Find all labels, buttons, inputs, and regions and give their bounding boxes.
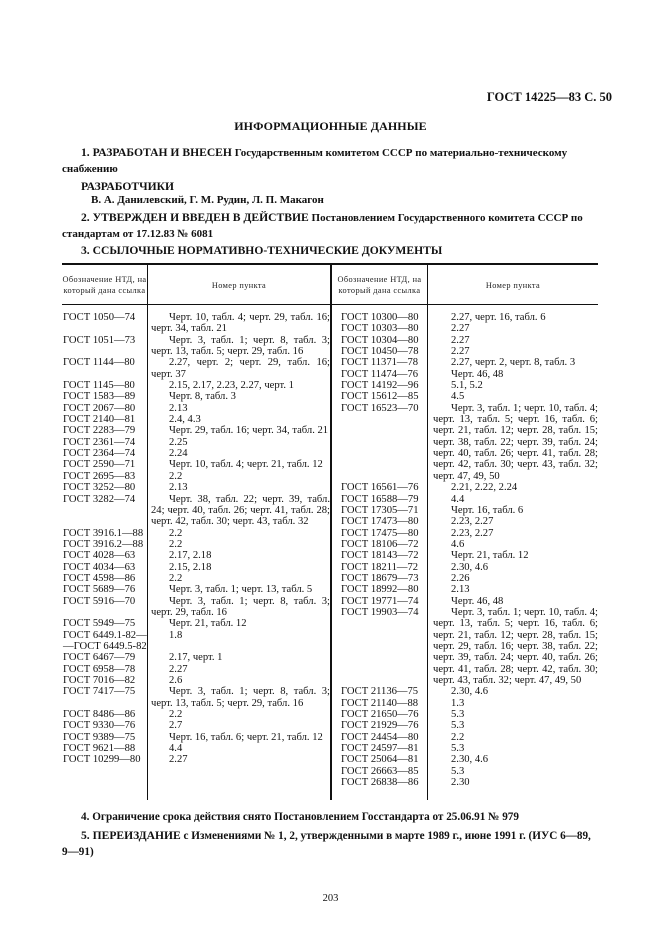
section-5-lead: 5. ПЕРЕИЗДАНИЕ bbox=[81, 829, 181, 842]
clause-cell: 4.4 bbox=[451, 493, 465, 505]
table-row bbox=[332, 346, 598, 357]
designation-cell: ГОСТ 2283—79 bbox=[63, 425, 136, 437]
table-row bbox=[332, 573, 598, 584]
table-row bbox=[332, 754, 598, 765]
designation-cell: ГОСТ 16523—70 bbox=[341, 402, 419, 414]
designation-cell: ГОСТ 6958—78 bbox=[63, 663, 136, 675]
table-row bbox=[62, 584, 330, 595]
clause-cell: Черт. 3, табл. 1; черт. 10, табл. 4; черт. 13, табл. 5; черт. 16, табл. 6; черт. 21, табл. 12; черт. 28, табл. 15; черт. 38, табл. 22; черт. 39, табл. 24; черт. 40, табл. 26; черт. 41, табл. 28; черт. 42, табл. 30; черт. 43, табл. 32; черт. 47, 49, 50 bbox=[433, 402, 598, 482]
designation-cell: ГОСТ 4598—86 bbox=[63, 572, 136, 584]
designation-cell: ГОСТ 1583—89 bbox=[63, 391, 136, 403]
designation-cell: ГОСТ 17305—71 bbox=[341, 504, 419, 516]
table-row bbox=[62, 652, 330, 663]
page-number: 203 bbox=[322, 893, 339, 904]
table-row bbox=[332, 732, 598, 743]
designation-cell: ГОСТ 11371—78 bbox=[341, 357, 419, 369]
clause-cell: 5.3 bbox=[451, 720, 465, 732]
table-row bbox=[332, 403, 598, 482]
clause-cell: 2.23, 2.27 bbox=[451, 527, 494, 539]
clause-cell: 2.23, 2.27 bbox=[451, 516, 494, 528]
table-row bbox=[62, 732, 330, 743]
table-row bbox=[332, 584, 598, 595]
designation-cell: ГОСТ 6449.1-82— —ГОСТ 6449.5-82 bbox=[63, 629, 147, 652]
clause-cell: 2.13 bbox=[169, 482, 188, 494]
designation-cell: ГОСТ 4034—63 bbox=[63, 561, 136, 573]
table-row bbox=[332, 482, 598, 493]
table-row bbox=[62, 335, 330, 358]
table-row bbox=[332, 369, 598, 380]
clause-cell: Черт. 46, 48 bbox=[451, 368, 504, 380]
clause-cell: 2.4, 4.3 bbox=[169, 414, 201, 426]
clause-cell: Черт. 46, 48 bbox=[451, 595, 504, 607]
designation-cell: ГОСТ 8486—86 bbox=[63, 709, 136, 721]
table-row bbox=[62, 414, 330, 425]
clause-cell: 2.27, черт. 2, черт. 8, табл. 3 bbox=[451, 357, 576, 369]
designation-cell: ГОСТ 1145—80 bbox=[63, 380, 135, 392]
table-row bbox=[332, 596, 598, 607]
table-row bbox=[62, 380, 330, 391]
clause-cell: 4.5 bbox=[451, 391, 465, 403]
designation-cell: ГОСТ 2361—74 bbox=[63, 436, 136, 448]
table-row bbox=[62, 482, 330, 493]
table-row bbox=[62, 743, 330, 754]
header-clause-right: Номер пункта bbox=[485, 280, 541, 290]
designation-cell: ГОСТ 2695—83 bbox=[63, 470, 136, 482]
table-row bbox=[62, 618, 330, 629]
table-row bbox=[62, 573, 330, 584]
table-row bbox=[332, 391, 598, 402]
clause-cell: Черт. 3, табл. 1; черт. 13, табл. 5 bbox=[169, 584, 313, 596]
table-row bbox=[62, 562, 330, 573]
clause-cell: Черт. 38, табл. 22; черт. 39, табл. 24; черт. 40, табл. 26; черт. 41, табл. 28; черт. 42, табл. 30; черт. 43, табл. 32 bbox=[151, 493, 330, 528]
clause-cell: 2.13 bbox=[169, 402, 188, 414]
designation-cell: ГОСТ 26838—86 bbox=[341, 777, 419, 789]
designation-cell: ГОСТ 5949—75 bbox=[63, 618, 136, 630]
table-row bbox=[62, 664, 330, 675]
clause-cell: 5.3 bbox=[451, 709, 465, 721]
section-1-text: Государственным комитетом СССР по материально-техническому снабжению bbox=[62, 147, 568, 175]
designation-cell: ГОСТ 26663—85 bbox=[341, 765, 419, 777]
clause-cell: 2.30, 4.6 bbox=[451, 561, 489, 573]
table-row bbox=[62, 448, 330, 459]
table-row bbox=[332, 505, 598, 516]
clause-cell: 1.8 bbox=[169, 629, 183, 641]
designation-cell: ГОСТ 21929—76 bbox=[341, 720, 419, 732]
table-row bbox=[332, 562, 598, 573]
clause-cell: 2.2 bbox=[169, 709, 183, 721]
table-row bbox=[62, 471, 330, 482]
section-2 bbox=[62, 210, 598, 242]
designation-cell: ГОСТ 5916—70 bbox=[63, 595, 136, 607]
designation-cell: ГОСТ 10303—80 bbox=[341, 323, 419, 335]
clause-cell: Черт. 10, табл. 4; черт. 29, табл. 16; черт. 34, табл. 21 bbox=[151, 312, 330, 335]
clause-cell: 2.6 bbox=[169, 675, 183, 686]
section-1 bbox=[62, 145, 598, 177]
clause-cell: 1.3 bbox=[451, 697, 465, 709]
designation-cell: ГОСТ 6467—79 bbox=[63, 652, 136, 664]
table-row bbox=[62, 403, 330, 414]
designation-cell: ГОСТ 1051—73 bbox=[63, 334, 136, 346]
clause-cell: 2.27 bbox=[169, 754, 188, 766]
table-row bbox=[62, 391, 330, 402]
clause-cell: 2.30 bbox=[451, 777, 470, 789]
table-row bbox=[62, 357, 330, 380]
designation-cell: ГОСТ 10450—78 bbox=[341, 346, 419, 358]
designation-cell: ГОСТ 9389—75 bbox=[63, 731, 136, 743]
clause-cell: Черт. 16, табл. 6 bbox=[451, 504, 524, 516]
clause-cell: Черт. 3, табл. 1; черт. 10, табл. 4; черт. 13, табл. 5; черт. 16, табл. 6; черт. 21, табл. 12; черт. 28, табл. 15; черт. 29, табл. 16; черт. 38, табл. 22; черт. 39, табл. 24; черт. 40, табл. 26; черт. 41, табл. 28; черт. 42, табл. 30; черт. 43, табл. 32; черт. 47, 49, 50 bbox=[433, 606, 598, 686]
table-row bbox=[332, 766, 598, 777]
clause-cell: 2.27, черт. 16, табл. 6 bbox=[451, 312, 546, 323]
clause-cell: Черт. 10, табл. 4; черт. 21, табл. 12 bbox=[169, 459, 323, 471]
developers-list: В. А. Данилевский, Г. М. Рудин, Л. П. Макагон bbox=[91, 194, 324, 206]
table-row bbox=[332, 357, 598, 368]
section-5-text: с Изменениями № 1, 2, утвержденными в марте 1989 г., июне 1991 г. (ИУС 6—89, 9—91) bbox=[62, 830, 591, 858]
designation-cell: ГОСТ 18679—73 bbox=[341, 572, 419, 584]
clause-cell: 2.26 bbox=[451, 572, 470, 584]
section-5 bbox=[62, 828, 598, 860]
clause-cell: 5.1, 5.2 bbox=[451, 380, 483, 392]
clause-cell: 2.27 bbox=[451, 346, 470, 358]
section-4: 4. Ограничение срока действия снято Постановлением Госстандарта от 25.06.91 № 979 bbox=[81, 811, 519, 823]
clause-cell: Черт. 16, табл. 6; черт. 21, табл. 12 bbox=[169, 731, 323, 743]
clause-cell: 2.30, 4.6 bbox=[451, 686, 489, 698]
header-clause-left: Номер пункта bbox=[211, 280, 267, 290]
section-1-lead: 1. РАЗРАБОТАН И ВНЕСЕН bbox=[81, 146, 232, 159]
clause-cell: 2.30, 4.6 bbox=[451, 754, 489, 766]
table-row bbox=[62, 720, 330, 731]
clause-cell: 2.2 bbox=[169, 572, 183, 584]
table-row bbox=[62, 459, 330, 470]
clause-cell: 2.2 bbox=[169, 527, 183, 539]
table-row bbox=[62, 596, 330, 619]
table-right-half bbox=[332, 312, 598, 788]
section-2-lead: 2. УТВЕРЖДЕН И ВВЕДЕН В ДЕЙСТВИЕ bbox=[81, 211, 309, 224]
designation-cell: ГОСТ 10299—80 bbox=[63, 754, 141, 766]
designation-cell: ГОСТ 18143—72 bbox=[341, 550, 419, 562]
table-row bbox=[332, 380, 598, 391]
designation-cell: ГОСТ 10304—80 bbox=[341, 334, 419, 346]
table-row bbox=[332, 607, 598, 686]
designation-cell: ГОСТ 24597—81 bbox=[341, 743, 419, 755]
clause-cell: 2.24 bbox=[169, 448, 188, 460]
table-row bbox=[62, 425, 330, 436]
designation-cell: ГОСТ 24454—80 bbox=[341, 731, 419, 743]
header-designation-left: Обозначение НТД, на который дана ссылка bbox=[62, 275, 147, 295]
designation-cell: ГОСТ 14192—96 bbox=[341, 380, 419, 392]
clause-cell: Черт. 8, табл. 3 bbox=[169, 391, 236, 403]
designation-cell: ГОСТ 1144—80 bbox=[63, 357, 135, 369]
designation-cell: ГОСТ 2067—80 bbox=[63, 402, 136, 414]
table-row bbox=[332, 539, 598, 550]
designation-cell: ГОСТ 19903—74 bbox=[341, 606, 419, 618]
designation-cell: ГОСТ 7417—75 bbox=[63, 686, 136, 698]
designation-cell: ГОСТ 3916.2—88 bbox=[63, 538, 144, 550]
table-row bbox=[62, 686, 330, 709]
clause-cell: 5.3 bbox=[451, 743, 465, 755]
developers-heading: РАЗРАБОТЧИКИ bbox=[81, 180, 175, 193]
clause-cell: 2.17, 2.18 bbox=[169, 550, 212, 562]
table-row bbox=[62, 528, 330, 539]
table-row bbox=[62, 550, 330, 561]
table-row bbox=[332, 686, 598, 697]
clause-cell: Черт. 3, табл. 1; черт. 8, табл. 3; черт. 13, табл. 5; черт. 29, табл. 16 bbox=[151, 334, 330, 358]
designation-cell: ГОСТ 3282—74 bbox=[63, 493, 136, 505]
designation-cell: ГОСТ 18992—80 bbox=[341, 584, 419, 596]
designation-cell: ГОСТ 11474—76 bbox=[341, 368, 419, 380]
designation-cell: ГОСТ 1050—74 bbox=[63, 312, 136, 323]
designation-cell: ГОСТ 16588—79 bbox=[341, 493, 419, 505]
clause-cell: Черт. 21, табл. 12 bbox=[169, 618, 247, 630]
table-row bbox=[332, 312, 598, 323]
designation-cell: ГОСТ 25064—81 bbox=[341, 754, 419, 766]
table-row bbox=[62, 675, 330, 686]
clause-cell: 2.21, 2.22, 2.24 bbox=[451, 482, 518, 494]
clause-cell: 4.4 bbox=[169, 743, 183, 755]
document-reference-header: ГОСТ 14225—83 С. 50 bbox=[486, 90, 612, 104]
designation-cell: ГОСТ 21140—88 bbox=[341, 697, 419, 709]
designation-cell: ГОСТ 7016—82 bbox=[63, 675, 136, 686]
table-row bbox=[62, 312, 330, 335]
designation-cell: ГОСТ 21650—76 bbox=[341, 709, 419, 721]
clause-cell: 2.7 bbox=[169, 720, 183, 732]
clause-cell: 2.2 bbox=[451, 731, 465, 743]
clause-cell: Черт. 3, табл. 1; черт. 8, табл. 3; черт. 13, табл. 5; черт. 29, табл. 16 bbox=[151, 686, 330, 709]
designation-cell: ГОСТ 5689—76 bbox=[63, 584, 136, 596]
designation-cell: ГОСТ 17475—80 bbox=[341, 527, 419, 539]
table-row bbox=[332, 323, 598, 334]
table-row bbox=[62, 709, 330, 720]
designation-cell: ГОСТ 19771—74 bbox=[341, 595, 419, 607]
table-row bbox=[332, 494, 598, 505]
clause-cell: 5.3 bbox=[451, 765, 465, 777]
clause-cell: 2.2 bbox=[169, 538, 183, 550]
clause-cell: 2.25 bbox=[169, 436, 188, 448]
section-2-text: Постановлением Государственного комитета СССР по стандартам от 17.12.83 № 6081 bbox=[62, 212, 583, 240]
table-row bbox=[332, 709, 598, 720]
table-row bbox=[332, 550, 598, 561]
section-3-heading: 3. ССЫЛОЧНЫЕ НОРМАТИВНО-ТЕХНИЧЕСКИЕ ДОКУМЕНТЫ bbox=[81, 244, 443, 257]
designation-cell: ГОСТ 9621—88 bbox=[63, 743, 136, 755]
designation-cell: ГОСТ 4028—63 bbox=[63, 550, 136, 562]
designation-cell: ГОСТ 18106—72 bbox=[341, 538, 419, 550]
clause-cell: 2.13 bbox=[451, 584, 470, 596]
table-row bbox=[62, 754, 330, 765]
designation-cell: ГОСТ 17473—80 bbox=[341, 516, 419, 528]
designation-cell: ГОСТ 2140—81 bbox=[63, 414, 136, 426]
clause-cell: 2.2 bbox=[169, 470, 183, 482]
table-row bbox=[332, 528, 598, 539]
clause-cell: 2.17, черт. 1 bbox=[169, 652, 223, 664]
table-row bbox=[332, 698, 598, 709]
table-row bbox=[332, 720, 598, 731]
designation-cell: ГОСТ 21136—75 bbox=[341, 686, 419, 698]
designation-cell: ГОСТ 16561—76 bbox=[341, 482, 419, 494]
reference-documents-table bbox=[62, 263, 598, 800]
designation-cell: ГОСТ 18211—72 bbox=[341, 561, 419, 573]
table-row bbox=[62, 630, 330, 653]
designation-cell: ГОСТ 3916.1—88 bbox=[63, 527, 144, 539]
designation-cell: ГОСТ 10300—80 bbox=[341, 312, 419, 323]
clause-cell: 2.27 bbox=[451, 334, 470, 346]
clause-cell: 2.27 bbox=[451, 323, 470, 335]
header-designation-right: Обозначение НТД, на который дана ссылка bbox=[337, 275, 422, 295]
clause-cell: 2.15, 2.18 bbox=[169, 561, 212, 573]
table-row bbox=[62, 437, 330, 448]
designation-cell: ГОСТ 9330—76 bbox=[63, 720, 136, 732]
designation-cell: ГОСТ 2364—74 bbox=[63, 448, 136, 460]
table-row bbox=[332, 335, 598, 346]
table-row bbox=[62, 494, 330, 528]
clause-cell: 2.27 bbox=[169, 663, 188, 675]
clause-cell: Черт. 29, табл. 16; черт. 34, табл. 21 bbox=[169, 425, 329, 437]
designation-cell: ГОСТ 2590—71 bbox=[63, 459, 136, 471]
clause-cell: 2.27, черт. 2; черт. 29, табл. 16; черт. 37 bbox=[151, 357, 330, 380]
page-title: ИНФОРМАЦИОННЫЕ ДАННЫЕ bbox=[234, 119, 427, 133]
clause-cell: 4.6 bbox=[451, 538, 465, 550]
table-row bbox=[62, 539, 330, 550]
table-row bbox=[332, 777, 598, 788]
clause-cell: Черт. 21, табл. 12 bbox=[451, 550, 529, 562]
designation-cell: ГОСТ 15612—85 bbox=[341, 391, 419, 403]
table-row bbox=[332, 516, 598, 527]
table-left-half bbox=[62, 312, 330, 766]
designation-cell: ГОСТ 3252—80 bbox=[63, 482, 136, 494]
table-row bbox=[332, 743, 598, 754]
clause-cell: 2.15, 2.17, 2.23, 2.27, черт. 1 bbox=[169, 380, 294, 392]
clause-cell: Черт. 3, табл. 1; черт. 8, табл. 3; черт. 29, табл. 16 bbox=[151, 595, 330, 618]
